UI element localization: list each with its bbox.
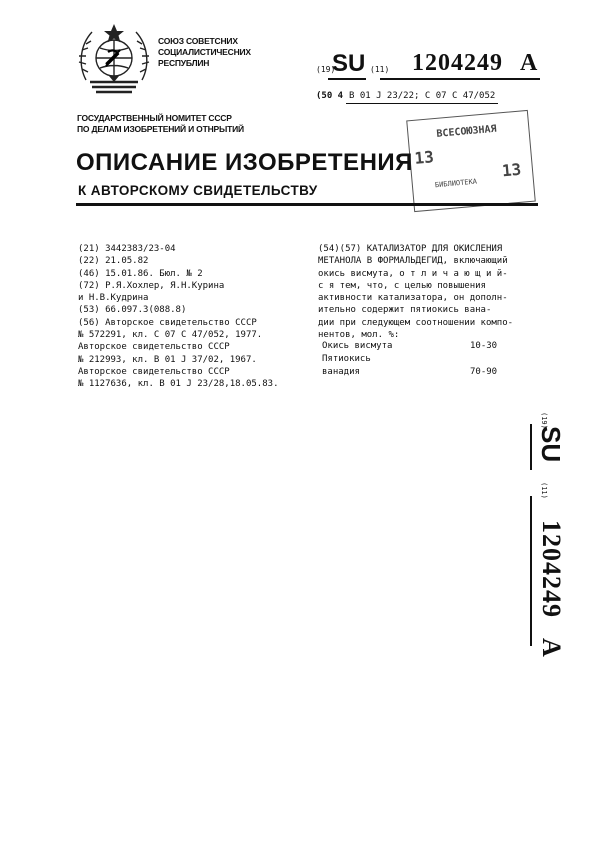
stamp-left-number: 13: [413, 147, 435, 168]
biblio-line: Авторское свидетельство СССР: [78, 342, 230, 353]
abstract-line: с я тем, что, с целью повышения: [318, 280, 486, 291]
side-patent-number: [536, 410, 577, 660]
ipc-code: (50 4: [316, 91, 344, 101]
country-code: SU: [332, 50, 366, 77]
bibliographic-data: [78, 243, 278, 391]
ussr-emblem-icon: [76, 20, 152, 100]
side-underline: [530, 496, 532, 646]
biblio-line: (53) 66.097.3(088.8): [78, 305, 187, 316]
biblio-line: (46) 15.01.86. Бюл. № 2: [78, 268, 203, 279]
code-19: (19): [316, 65, 336, 74]
component-row: [322, 353, 502, 366]
side-code-11: (11): [540, 482, 548, 499]
abstract-line: (54)(57) КАТАЛИЗАТОР ДЛЯ ОКИСЛЕНИЯ: [318, 244, 503, 254]
patent-number: 1204249: [412, 50, 503, 76]
abstract-line: дии при следующем соотношении компо-: [318, 317, 514, 328]
committee-line: ПО ДЕЛАМ ИЗОБРЕТЕНИЙ И ОТНРЫТИЙ: [77, 124, 244, 134]
abstract-line: нентов, мол. %:: [318, 330, 400, 341]
org-name: [158, 36, 251, 69]
biblio-line: (56) Авторское свидетельство СССР: [78, 317, 257, 328]
biblio-line: (72) Р.Я.Хохлер, Я.Н.Курина: [78, 280, 225, 291]
component-value: 10-30: [470, 341, 498, 351]
side-underline: [530, 424, 532, 470]
component-row: [322, 340, 502, 353]
document-subtitle: К АВТОРСКОМУ СВИДЕТЕЛЬСТВУ: [78, 183, 318, 198]
biblio-line: № 572291, кл. С 07 С 47/052, 1977.: [78, 330, 263, 341]
ipc-classes: В 01 J 23/22; С 07 С 47/052: [349, 91, 496, 101]
stamp-right-number: 13: [501, 159, 522, 181]
side-kind: A: [537, 638, 566, 657]
stamp-line: ВСЕСОЮЗНАЯ: [436, 123, 498, 140]
biblio-line: № 212993, кл. В 01 J 37/02, 1967.: [78, 354, 257, 365]
side-code-19: (19): [540, 412, 548, 429]
library-stamp: [406, 110, 536, 212]
stamp-line: БИБЛИОТЕКА: [434, 177, 478, 190]
org-line: СОЮЗ СОВЕТСНИХ: [158, 36, 238, 46]
underline-number: [380, 78, 540, 80]
biblio-line: (21) 3442383/23-04: [78, 244, 176, 254]
component-name: ванадия: [322, 367, 360, 377]
abstract-line: МЕТАНОЛА В ФОРМАЛЬДЕГИД, включающий: [318, 256, 508, 267]
committee-line: ГОСУДАРСТВЕННЫЙ НОМИТЕТ СССР: [77, 113, 232, 123]
abstract: [318, 243, 513, 341]
abstract-line: окись висмута, о т л и ч а ю щ и й-: [318, 268, 508, 279]
abstract-line: активности катализатора, он дополн-: [318, 293, 508, 304]
biblio-line: № 1127636, кл. В 01 J 23/28,18.05.83.: [78, 379, 279, 390]
component-name: Окись висмута: [322, 341, 393, 351]
side-number: 1204249: [537, 520, 566, 618]
biblio-line: и Н.В.Кудрина: [78, 293, 149, 304]
biblio-line: (22) 21.05.82: [78, 256, 149, 267]
component-name: Пятиокись: [322, 354, 371, 364]
org-line: РЕСПУБЛИН: [158, 58, 210, 68]
ipc-underline: [346, 103, 498, 104]
org-line: СОЦИАЛИСТИЧЕСНИХ: [158, 47, 251, 57]
underline-su: [328, 78, 366, 80]
components-table: [322, 340, 502, 379]
component-row: [322, 366, 502, 379]
title-rule: [76, 203, 538, 206]
biblio-line: Авторское свидетельство СССР: [78, 366, 230, 377]
document-title: ОПИСАНИЕ ИЗОБРЕТЕНИЯ: [76, 149, 413, 176]
committee: [77, 113, 244, 135]
patent-kind: A: [520, 50, 538, 76]
abstract-line: ительно содержит пятиокись вана-: [318, 305, 492, 316]
side-country-code: SU: [536, 426, 566, 463]
code-11: (11): [370, 65, 390, 74]
component-value: 70-90: [470, 367, 498, 377]
